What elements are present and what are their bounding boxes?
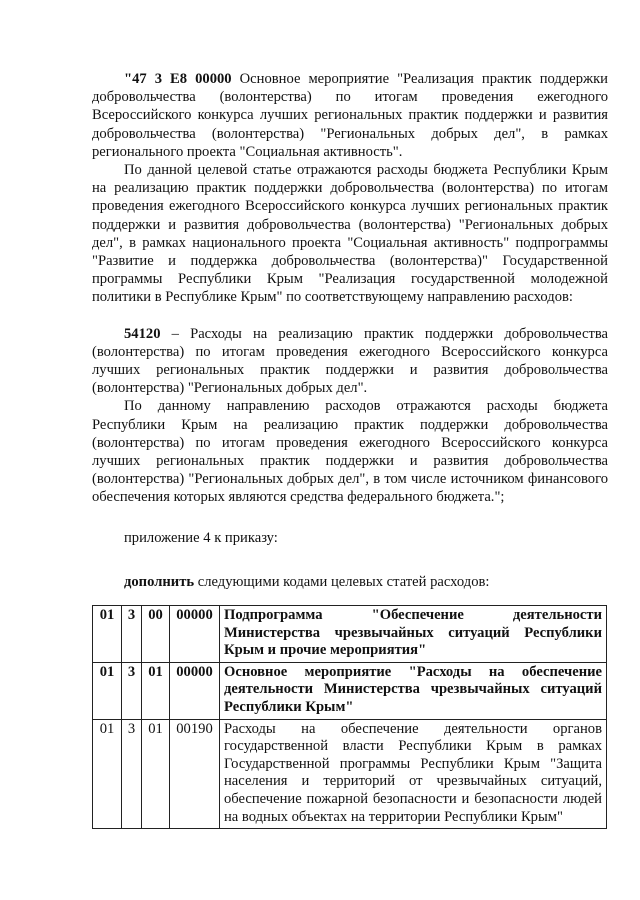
table-row — [93, 719, 607, 829]
direction-code-cell: 00000 — [170, 662, 220, 719]
program-code-cell: 01 — [93, 606, 122, 663]
table-row — [93, 606, 607, 663]
target-article-heading — [92, 70, 608, 161]
direction-heading — [92, 325, 608, 398]
description-cell: Расходы на обеспечение деятельности органов государственной власти Республики Крым в рамках Государственной программы Республики Крым "Защита населения и территорий от чрезвычайных ситуаций, обеспечение пожарной безопасности и безопасности людей на водных объектах на территории Республики Крым" — [220, 719, 607, 829]
description-cell: Основное мероприятие "Расходы на обеспечение деятельности Министерства чрезвычайных ситуаций Республики Крым" — [220, 662, 607, 719]
direction-code-cell: 00190 — [170, 719, 220, 829]
target-article-code: "47 3 Е8 00000 — [124, 71, 232, 87]
main-event-code-cell: 00 — [142, 606, 170, 663]
target-article-title: Основное мероприятие "Реализация практик поддержки добровольчества (волонтерства) по итогам проведения ежегодного Всероссийского конкурса лучших региональных практик поддержки и развития добровольчества (волонтерства) "Региональных добрых дел", в рамках регионального проекта "Социальная активность". — [92, 71, 608, 160]
supplement-keyword: дополнить — [124, 573, 195, 590]
subprogram-code-cell: 3 — [122, 662, 142, 719]
direction-description: По данному направлению расходов отражаются расходы бюджета Республики Крым на реализацию практик поддержки добровольчества (волонтерства) по итогам проведения ежегодного Всероссийского конкурса лучших региональных практик поддержки и развития добровольчества (волонтерства) "Региональных добрых дел", в том числе источником финансового обеспечения которых являются средства федерального бюджета."; — [92, 398, 608, 506]
main-event-code-cell: 01 — [142, 662, 170, 719]
appendix-line: приложение 4 к приказу: — [124, 529, 278, 546]
supplement-line — [92, 573, 608, 591]
target-article-description: По данной целевой статье отражаются расходы бюджета Республики Крым на реализацию практик поддержки добровольчества (волонтерства) по итогам проведения ежегодного Всероссийского конкурса лучших региональных практик поддержки и развития добровольчества (волонтерства) "Региональных добрых дел", в рамках национального проекта "Социальная активность" подпрограммы "Развитие и поддержка добровольчества (волонтерства)" Государственной программы Республики Крым "Реализация государственной молодежной политики в Республике Крым" по соответствующему направлению расходов: — [92, 162, 608, 306]
subprogram-code-cell: 3 — [122, 606, 142, 663]
codes-table — [92, 605, 607, 829]
program-code-cell: 01 — [93, 719, 122, 829]
program-code-cell: 01 — [93, 662, 122, 719]
direction-title: – Расходы на реализацию практик поддержки добровольчества (волонтерства) по итогам проведения ежегодного Всероссийского конкурса лучших региональных практик поддержки и развития добровольчества (волонтерства) "Региональных добрых дел". — [92, 325, 608, 397]
description-cell: Подпрограмма "Обеспечение деятельности Министерства чрезвычайных ситуаций Республики Крым и прочие мероприятия" — [220, 606, 607, 663]
main-event-code-cell: 01 — [142, 719, 170, 829]
direction-code-cell: 00000 — [170, 606, 220, 663]
supplement-rest: следующими кодами целевых статей расходов: — [194, 573, 490, 590]
direction-code: 54120 — [124, 325, 161, 342]
table-row — [93, 662, 607, 719]
subprogram-code-cell: 3 — [122, 719, 142, 829]
